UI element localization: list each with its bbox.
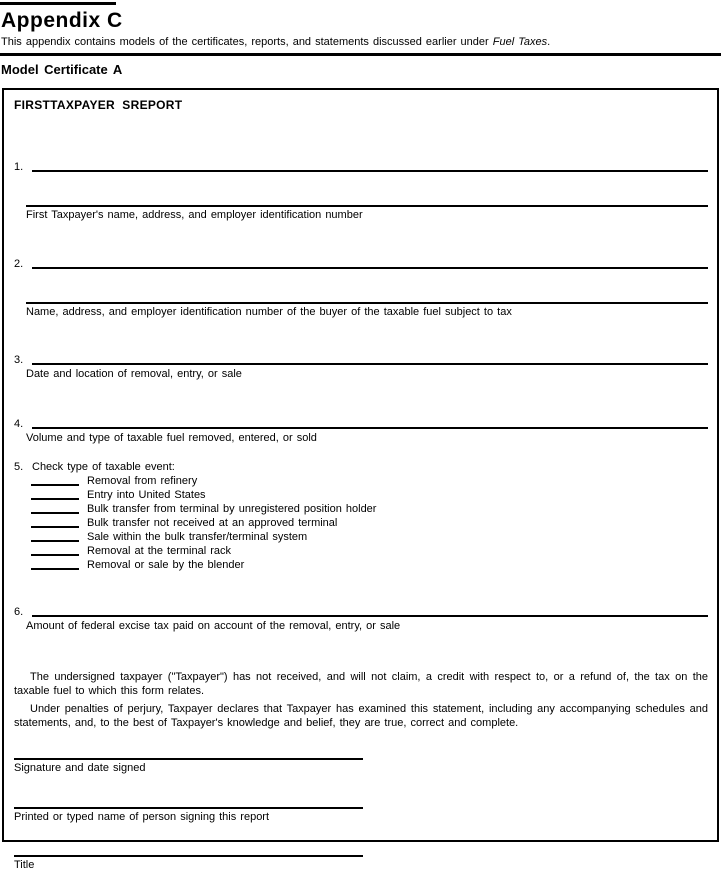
check-blank-line xyxy=(31,512,79,514)
fill-in-line xyxy=(32,615,708,617)
item-caption: Volume and type of taxable fuel removed, entered, or sold xyxy=(26,432,317,444)
top-rule xyxy=(0,2,116,5)
item-number: 1. xyxy=(14,161,24,173)
form-item-4 xyxy=(14,419,708,430)
checklist-option xyxy=(31,544,708,558)
item-caption: Date and location of removal, entry, or sale xyxy=(26,368,242,380)
option-label: Bulk transfer from terminal by unregistered position holder xyxy=(87,503,377,515)
check-blank-line xyxy=(31,498,79,500)
intro-italic-term: Fuel Taxes xyxy=(492,36,548,48)
option-label: Entry into United States xyxy=(87,489,206,501)
printed-name-caption: Printed or typed name of person signing this report xyxy=(14,811,270,823)
checklist-option xyxy=(31,488,708,502)
signature-caption: Signature and date signed xyxy=(14,762,146,774)
option-label: Bulk transfer not received at an approved terminal xyxy=(87,517,338,529)
form-item-2 xyxy=(14,259,708,270)
option-label: Sale within the bulk transfer/terminal system xyxy=(87,531,308,543)
checklist-option xyxy=(31,558,708,572)
check-blank-line xyxy=(31,526,79,528)
page-title: Appendix C xyxy=(1,9,123,32)
fill-in-line xyxy=(32,267,708,269)
intro-text xyxy=(1,36,721,49)
item-number: 3. xyxy=(14,354,24,366)
section-divider-rule xyxy=(0,53,721,56)
perjury-paragraph: Under penalties of perjury, Taxpayer declares that Taxpayer has examined this statement, including any accompanying schedules and statements, and, to the best of Taxpayer's knowledge and belief, they are true, correct and complete. xyxy=(14,703,708,729)
intro-suffix: . xyxy=(547,36,551,48)
form-item-5 xyxy=(14,461,708,474)
item-number: 2. xyxy=(14,258,24,270)
fill-in-line xyxy=(32,363,708,365)
intro-prefix: This appendix contains models of the certificates, reports, and statements discussed earlier under xyxy=(1,36,493,48)
form-item-6 xyxy=(14,607,708,618)
item-caption: Name, address, and employer identification number of the buyer of the taxable fuel subject to tax xyxy=(26,306,512,318)
title-caption: Title xyxy=(14,859,35,871)
item-caption: Amount of federal excise tax paid on account of the removal, entry, or sale xyxy=(26,620,401,632)
form-item-1 xyxy=(14,162,708,173)
check-blank-line xyxy=(31,568,79,570)
fill-in-line xyxy=(32,427,708,429)
item-number: 6. xyxy=(14,606,24,618)
checklist-option xyxy=(31,516,708,530)
model-certificate-a-form xyxy=(2,88,719,871)
fill-in-line xyxy=(26,205,708,207)
printed-name-line xyxy=(14,807,363,809)
option-label: Removal from refinery xyxy=(87,475,198,487)
item-number: 5. xyxy=(14,461,24,473)
checklist-option xyxy=(31,474,708,488)
option-label: Removal or sale by the blender xyxy=(87,559,245,571)
document-page xyxy=(0,2,721,869)
checklist-option xyxy=(31,502,708,516)
option-label: Removal at the terminal rack xyxy=(87,545,231,557)
check-blank-line xyxy=(31,554,79,556)
item-number: 4. xyxy=(14,418,24,430)
item-caption: First Taxpayer's name, address, and employer identification number xyxy=(26,209,363,221)
fill-in-line xyxy=(32,170,708,172)
section-title: Model Certificate A xyxy=(1,62,123,77)
check-blank-line xyxy=(31,484,79,486)
checklist-option xyxy=(31,530,708,544)
signature-line xyxy=(14,758,363,760)
checklist-label: Check type of taxable event: xyxy=(32,461,175,473)
declaration-paragraph: The undersigned taxpayer ("Taxpayer") has not received, and will not claim, a credit with respect to, or a refund of, the tax on the taxable fuel to which this form relates. xyxy=(14,671,708,697)
form-item-3 xyxy=(14,355,708,366)
fill-in-line xyxy=(26,302,708,304)
form-title: FIRSTTAXPAYER SREPORT xyxy=(14,98,183,112)
title-line xyxy=(14,855,363,857)
check-blank-line xyxy=(31,540,79,542)
